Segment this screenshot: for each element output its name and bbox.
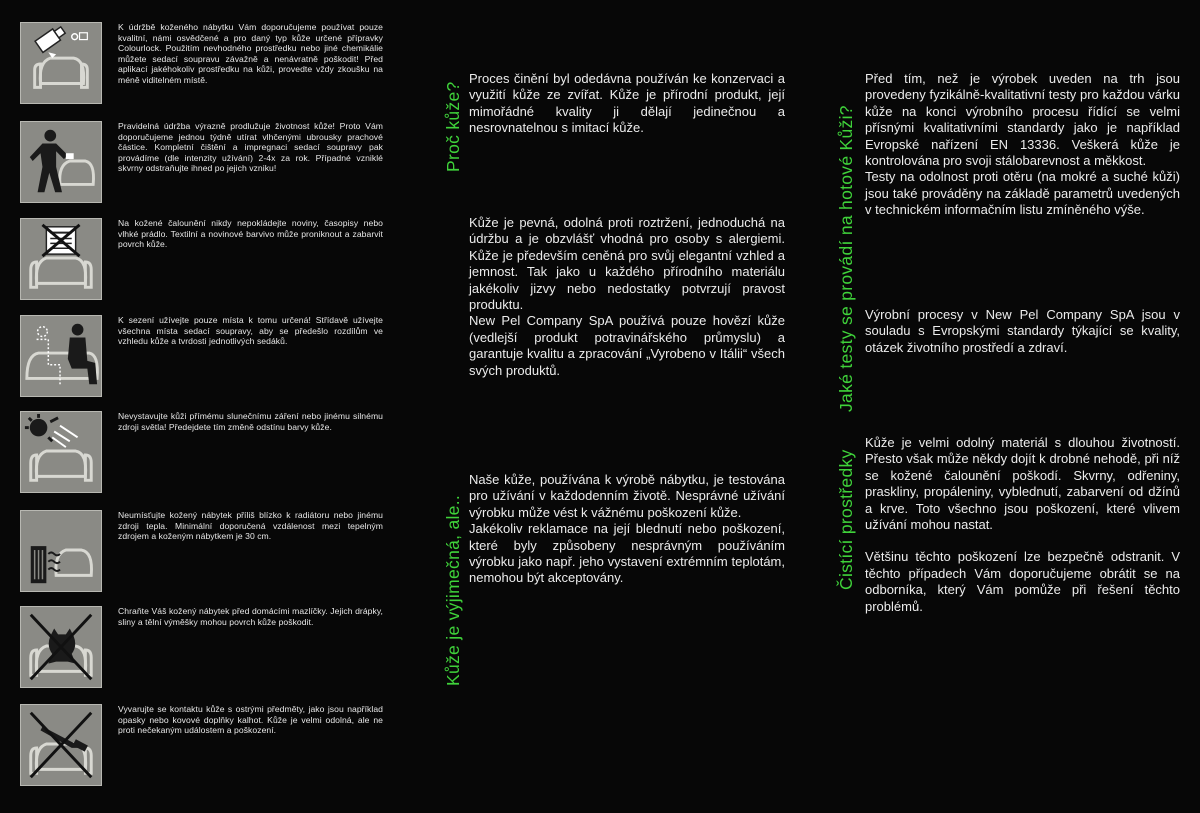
paragraph: Kůže je velmi odolný materiál s dlouhou životností. Přesto však může někdy dojít k drobné nehodě, při níž se kožené čalounění poškodí. Skvrny, odřeniny, praskliny, propáleniny, vyblednutí, zabarvení od džínů a krve. Toto všechno jsou poškození, které vlivem užívání mohou nastat.	[865, 435, 1180, 533]
care-text: K sezení užívejte pouze místa k tomu určená! Střídavě užívejte všechna místa sedací soupravy, aby se předešlo rozdílům ve vzhledu kůže a tvrdosti jednotlivých sedáků.	[118, 315, 383, 347]
person-cleaning-icon	[20, 121, 102, 203]
paragraph: Většinu těchto poškození lze bezpečně odstranit. V těchto případech Vám doporučujeme obrátit se na odborníka, který Vám pomůže při řešení těchto problémů.	[865, 549, 1180, 614]
heading-cleaning: Čistící prostředky	[836, 449, 856, 590]
heading-tests: Jaké testy se provádí na hotové Kůži?	[836, 105, 856, 412]
paragraph: Před tím, než je výrobek uveden na trh jsou provedeny fyzikálně-kvalitativní testy pro každou várku kůže na konci výrobního procesu řídící se velmi přísnými kvalitativními standardy jako je například Evropské nařízení EN 13336. Veškerá kůže je kontrolována pro svoji stálobarevnost a měkkost.	[865, 71, 1180, 169]
section-cleaning-body	[865, 435, 1180, 615]
heading-exceptional: Kůže je výjimečná, ale..	[443, 494, 463, 686]
paragraph: Jakékoliv reklamace na její blednutí nebo poškození, které byly způsobeny nesprávným používáním výrobku jako např. jeho vystavení extrémním teplotám, nemohou být akceptovány.	[469, 521, 785, 586]
paragraph: Kůže je pevná, odolná proti roztržení, jednoduchá na údržbu a je obzvlášť vhodná pro osoby s alergiemi. Kůže je především ceněná pro svůj elegantní vzhled a jemnost. Tak jako u každého přírodního materiálu jakékoliv jizvy nebo nedostatky potvrzují pravost produktu.	[469, 215, 785, 313]
section-tests-body	[865, 71, 1180, 219]
care-text: Nevystavujte kůži přímému slunečnímu záření nebo jinému silnému zdroji světla! Předejdete tím změně odstínu barvy kůže.	[118, 411, 383, 432]
care-text: Chraňte Váš kožený nábytek před domácími mazlíčky. Jejich drápky, sliny a tělní výměšky mohou povrch kůže poškodit.	[118, 606, 383, 627]
section-why-leather-body-2	[469, 215, 785, 379]
care-instructions-column	[0, 0, 400, 813]
no-pets-icon	[20, 606, 102, 688]
section-tests-body-2	[865, 307, 1180, 356]
sunlight-icon	[20, 411, 102, 493]
paragraph: New Pel Company SpA používá pouze hovězí kůže (vedlejší produkt potravinářského průmyslu) a garantuje kvalitu a zpracování „Vyrobeno v Itálii“ všech svých produktů.	[469, 313, 785, 378]
chemical-bottle-icon	[20, 22, 102, 104]
paragraph: Testy na odolnost proti otěru (na mokré a suché kůži) jsou také prováděny na základě parametrů uvedených v technickém informačním listu zmíněného výše.	[865, 169, 1180, 218]
paragraph: Naše kůže, používána k výrobě nábytku, je testována pro užívání v každodenním životě. Nesprávné užívání výrobku může vést k vážnému poškození kůže.	[469, 472, 785, 520]
care-text: Na kožené čalounění nikdy nepokládejte noviny, časopisy nebo vlhké prádlo. Textilní a novinové barvivo může proniknout a zabarvit povrch kůže.	[118, 218, 383, 250]
section-exceptional-body	[469, 472, 785, 587]
person-sitting-icon	[20, 315, 102, 397]
paragraph: Proces činění byl odedávna používán ke konzervaci a využití kůže ze zvířat. Kůže je přírodní produkt, její mimořádné kvality ji dělají jedinečnou a nesrovnatelnou s imitací kůže.	[469, 71, 785, 136]
paragraph: Výrobní procesy v New Pel Company SpA jsou v souladu s Evropskými standardy týkající se kvality, otázek životního prostředí a zdraví.	[865, 307, 1180, 355]
care-text: Neumísťujte kožený nábytek příliš blízko k radiátoru nebo jinému zdroji tepla. Minimální doporučená vzdálenost mezi tepelným zdrojem a koženým nábytkem je 30 cm.	[118, 510, 383, 542]
no-sharp-objects-icon	[20, 704, 102, 786]
care-text: K údržbě koženého nábytku Vám doporučujeme používat pouze kvalitní, námi osvědčené a pro daný typ kůže určené přípravky Colourlock. Použitím nevhodného prostředku nebo jiné chemikálie můžete sedací soupravu závažně a nenávratně poškodit! Před aplikací jakéhokoliv prostředku na kůži, provedte vždy zkoušku na méně viditelném místě.	[118, 22, 383, 85]
section-why-leather-body	[469, 71, 785, 137]
heading-why-leather: Proč kůže?	[443, 81, 463, 172]
radiator-icon	[20, 510, 102, 592]
care-text: Pravidelná údržba výrazně prodlužuje životnost kůže! Proto Vám doporučujeme jednou týdně utírat vlhčenými ubrousky prachové částice. Kompletní čištění a impregnaci sedací soupravy pak provádíme (dle intenzity užívání) 2-4x za rok. Případné vzniklé skvrny odstraňujte ihned po jejich vzniku!	[118, 121, 383, 174]
care-text: Vyvarujte se kontaktu kůže s ostrými předměty, jako jsou například opasky nebo kovové doplňky kalhot. Kůže je velmi odolná, ale ne proti nečekaným událostem a poškození.	[118, 704, 383, 736]
no-newspaper-icon	[20, 218, 102, 300]
